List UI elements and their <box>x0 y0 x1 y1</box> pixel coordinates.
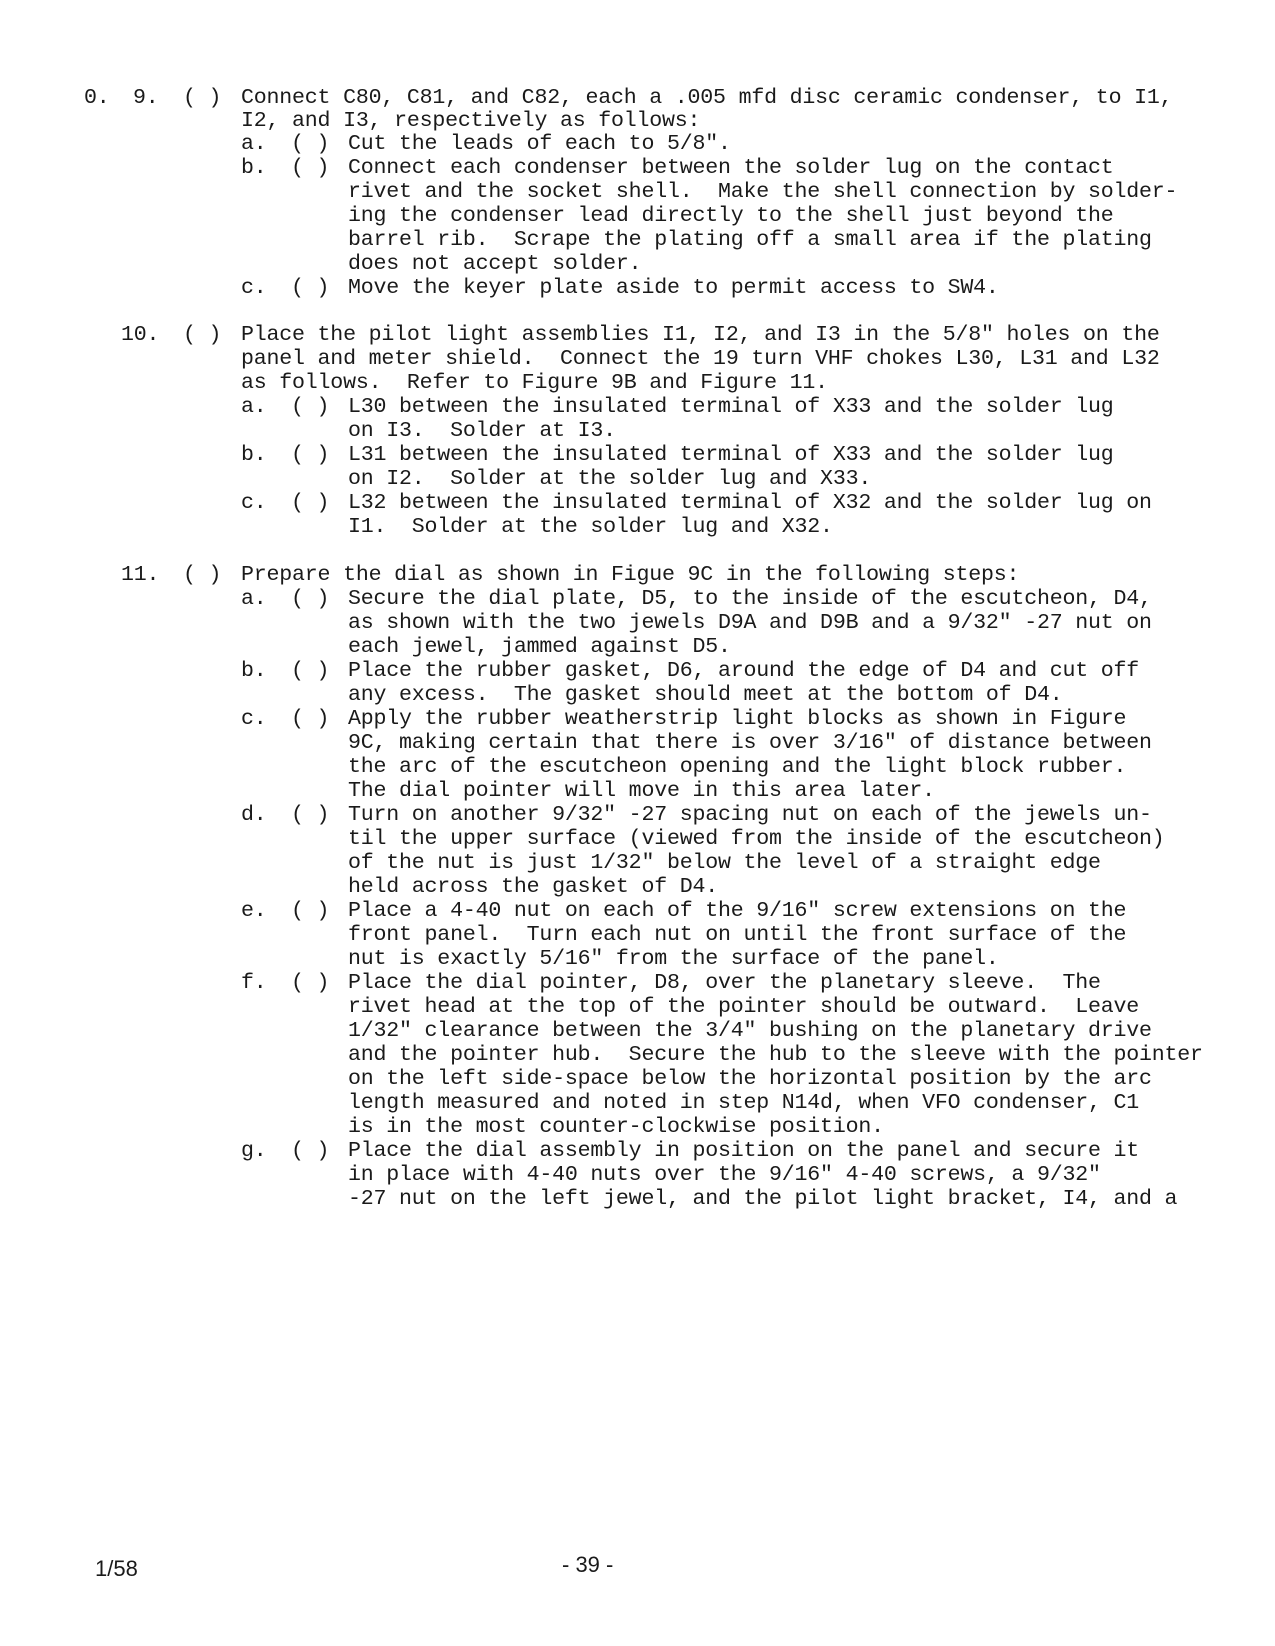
substep-text-line: Apply the rubber weatherstrip light blocks as shown in Figure <box>348 707 1127 731</box>
substep-checkbox[interactable]: ( ) <box>291 899 330 923</box>
substep-text-line: Place the dial pointer, D8, over the planetary sleeve. The <box>348 971 1101 995</box>
step-text-line: Place the pilot light assemblies I1, I2, and I3 in the 5/8" holes on the <box>241 323 1160 347</box>
substep-checkbox[interactable]: ( ) <box>291 132 330 156</box>
substep-letter: g. <box>241 1139 267 1163</box>
substep-checkbox[interactable]: ( ) <box>291 971 330 995</box>
step-text-line: I2, and I3, respectively as follows: <box>241 109 701 133</box>
substep-text-line: L31 between the insulated terminal of X33 and the solder lug <box>348 443 1114 467</box>
substep-letter: a. <box>241 395 267 419</box>
step-number: 9. <box>133 86 159 110</box>
substep-text-line: Place the rubber gasket, D6, around the edge of D4 and cut off <box>348 659 1140 683</box>
substep-text-line: in place with 4-40 nuts over the 9/16" 4-40 screws, a 9/32" <box>348 1163 1101 1187</box>
substep-text-line: Turn on another 9/32" -27 spacing nut on each of the jewels un- <box>348 803 1152 827</box>
footer-date: 1/58 <box>95 1556 138 1581</box>
substep-text-line: til the upper surface (viewed from the inside of the escutcheon) <box>348 827 1165 851</box>
substep-text-line: L30 between the insulated terminal of X33 and the solder lug <box>348 395 1114 419</box>
substep-text-line: on the left side-space below the horizontal position by the arc <box>348 1067 1152 1091</box>
substep-letter: f. <box>241 971 267 995</box>
substep-text-line: length measured and noted in step N14d, when VFO condenser, C1 <box>348 1091 1140 1115</box>
substep-text-line: does not accept solder. <box>348 252 642 276</box>
substep-letter: c. <box>241 276 267 300</box>
step-number: 10. <box>121 323 160 347</box>
substep-text-line: as shown with the two jewels D9A and D9B and a 9/32" -27 nut on <box>348 611 1152 635</box>
step-checkbox[interactable]: ( ) <box>183 323 222 347</box>
substep-text-line: L32 between the insulated terminal of X32 and the solder lug on <box>348 491 1152 515</box>
substep-text-line: on I2. Solder at the solder lug and X33. <box>348 467 872 491</box>
step-checkbox[interactable]: ( ) <box>183 563 222 587</box>
substep-text-line: Move the keyer plate aside to permit access to SW4. <box>348 276 999 300</box>
page-number: - 39 - <box>562 1552 614 1577</box>
substep-text-line: rivet and the socket shell. Make the shell connection by solder- <box>348 180 1178 204</box>
substep-text-line: the arc of the escutcheon opening and the light block rubber. <box>348 755 1127 779</box>
substep-checkbox[interactable]: ( ) <box>291 156 330 180</box>
section-number: 0. <box>84 86 110 110</box>
step-checkbox[interactable]: ( ) <box>183 86 222 110</box>
substep-text-line: rivet head at the top of the pointer should be outward. Leave <box>348 995 1140 1019</box>
substep-letter: c. <box>241 491 267 515</box>
substep-letter: d. <box>241 803 267 827</box>
step-text-line: as follows. Refer to Figure 9B and Figure 11. <box>241 371 828 395</box>
substep-text-line: 1/32" clearance between the 3/4" bushing on the planetary drive <box>348 1019 1152 1043</box>
substep-letter: b. <box>241 156 267 180</box>
substep-text-line: Secure the dial plate, D5, to the inside of the escutcheon, D4, <box>348 587 1152 611</box>
substep-text-line: Cut the leads of each to 5/8". <box>348 132 731 156</box>
substep-checkbox[interactable]: ( ) <box>291 707 330 731</box>
substep-text-line: each jewel, jammed against D5. <box>348 635 731 659</box>
substep-text-line: Connect each condenser between the solder lug on the contact <box>348 156 1114 180</box>
step-text-line: Connect C80, C81, and C82, each a .005 mfd disc ceramic condenser, to I1, <box>241 86 1173 110</box>
substep-checkbox[interactable]: ( ) <box>291 491 330 515</box>
substep-text-line: held across the gasket of D4. <box>348 875 718 899</box>
substep-text-line: -27 nut on the left jewel, and the pilot light bracket, I4, and a <box>348 1187 1178 1211</box>
substep-letter: c. <box>241 707 267 731</box>
substep-text-line: ing the condenser lead directly to the shell just beyond the <box>348 204 1114 228</box>
substep-text-line: nut is exactly 5/16" from the surface of the panel. <box>348 947 999 971</box>
substep-text-line: of the nut is just 1/32" below the level of a straight edge <box>348 851 1101 875</box>
substep-checkbox[interactable]: ( ) <box>291 395 330 419</box>
substep-text-line: and the pointer hub. Secure the hub to the sleeve with the pointer <box>348 1043 1203 1067</box>
substep-text-line: any excess. The gasket should meet at the bottom of D4. <box>348 683 1063 707</box>
substep-checkbox[interactable]: ( ) <box>291 1139 330 1163</box>
substep-letter: e. <box>241 899 267 923</box>
step-text-line: panel and meter shield. Connect the 19 turn VHF chokes L30, L31 and L32 <box>241 347 1160 371</box>
substep-checkbox[interactable]: ( ) <box>291 587 330 611</box>
substep-text-line: I1. Solder at the solder lug and X32. <box>348 515 833 539</box>
substep-checkbox[interactable]: ( ) <box>291 659 330 683</box>
substep-text-line: 9C, making certain that there is over 3/16" of distance between <box>348 731 1152 755</box>
substep-checkbox[interactable]: ( ) <box>291 443 330 467</box>
step-number: 11. <box>121 563 160 587</box>
substep-text-line: Place a 4-40 nut on each of the 9/16" screw extensions on the <box>348 899 1127 923</box>
substep-text-line: Place the dial assembly in position on the panel and secure it <box>348 1139 1140 1163</box>
substep-text-line: barrel rib. Scrape the plating off a small area if the plating <box>348 228 1152 252</box>
substep-letter: b. <box>241 659 267 683</box>
substep-text-line: on I3. Solder at I3. <box>348 419 616 443</box>
step-text-line: Prepare the dial as shown in Figue 9C in the following steps: <box>241 563 1020 587</box>
substep-text-line: The dial pointer will move in this area later. <box>348 779 935 803</box>
substep-letter: a. <box>241 132 267 156</box>
substep-text-line: is in the most counter-clockwise position. <box>348 1115 884 1139</box>
substep-text-line: front panel. Turn each nut on until the front surface of the <box>348 923 1127 947</box>
substep-checkbox[interactable]: ( ) <box>291 803 330 827</box>
substep-letter: a. <box>241 587 267 611</box>
substep-letter: b. <box>241 443 267 467</box>
substep-checkbox[interactable]: ( ) <box>291 276 330 300</box>
